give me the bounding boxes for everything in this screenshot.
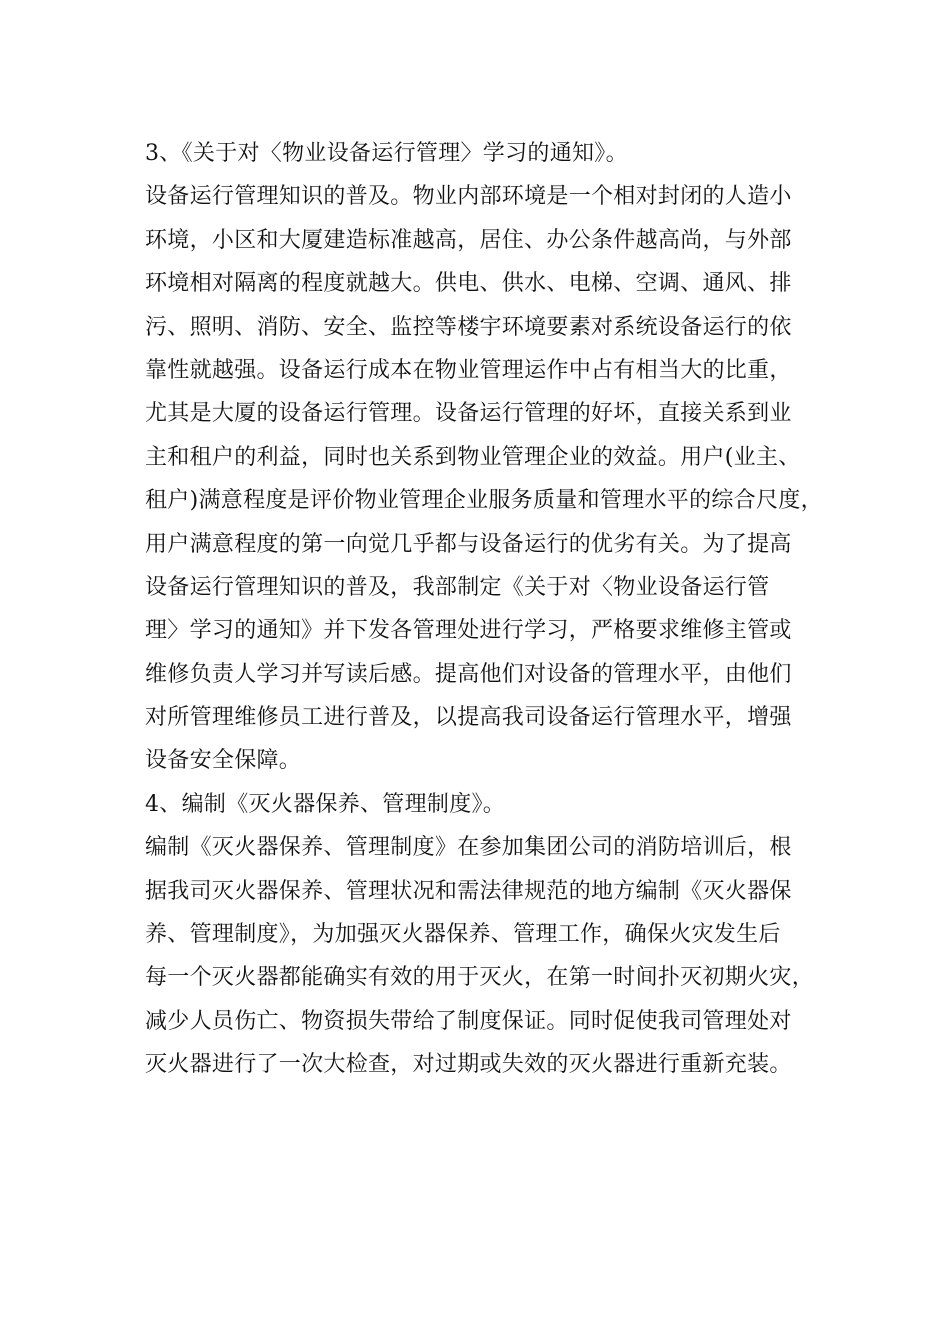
text-line: 用户满意程度的第一向觉几乎都与设备运行的优劣有关。为了提高 <box>145 531 792 557</box>
text-line: 靠性就越强。设备运行成本在物业管理运作中占有相当大的比重， <box>145 357 792 383</box>
text-line: 减少人员伤亡、物资损失带给了制度保证。同时促使我司管理处对 <box>145 1008 792 1034</box>
text-line: 主和租户的利益，同时也关系到物业管理企业的效益。用户(业主、 <box>145 444 801 470</box>
text-line: 编制《灭火器保养、管理制度》在参加集团公司的消防培训后，根 <box>145 835 792 861</box>
section-heading-4: 4、编制《灭火器保养、管理制度》。 <box>145 791 506 817</box>
text-line: 设备运行管理知识的普及，我部制定《关于对〈物业设备运行管 <box>145 574 770 600</box>
document-body <box>145 132 825 1087</box>
text-line: 污、照明、消防、安全、监控等楼宇环境要素对系统设备运行的依 <box>145 314 792 340</box>
text-line: 灭火器进行了一次大检查，对过期或失效的灭火器进行重新充装。 <box>145 1052 792 1078</box>
text-line: 环境，小区和大厦建造标准越高，居住、办公条件越高尚，与外部 <box>145 227 792 253</box>
text-line: 设备运行管理知识的普及。物业内部环境是一个相对封闭的人造小 <box>145 184 792 210</box>
text-line: 设备安全保障。 <box>145 748 302 774</box>
text-line: 维修负责人学习并写读后感。提高他们对设备的管理水平，由他们 <box>145 661 792 687</box>
text-line: 理〉学习的通知》并下发各管理处进行学习，严格要求维修主管或 <box>145 618 792 644</box>
section-heading-3: 3、《关于对〈物业设备运行管理〉学习的通知》。 <box>145 141 628 166</box>
text-line: 据我司灭火器保养、管理状况和需法律规范的地方编制《灭火器保 <box>145 878 792 904</box>
text-line: 尤其是大厦的设备运行管理。设备运行管理的好坏，直接关系到业 <box>145 401 792 427</box>
text-line: 环境相对隔离的程度就越大。供电、供水、电梯、空调、通风、排 <box>145 271 792 297</box>
text-line: 每一个灭火器都能确实有效的用于灭火，在第一时间扑灭初期火灾， <box>145 965 815 991</box>
text-line: 租户)满意程度是评价物业管理企业服务质量和管理水平的综合尺度， <box>145 488 823 514</box>
text-line: 对所管理维修员工进行普及，以提高我司设备运行管理水平，增强 <box>145 705 792 731</box>
text-line: 养、管理制度》，为加强灭火器保养、管理工作，确保火灾发生后 <box>145 922 781 948</box>
